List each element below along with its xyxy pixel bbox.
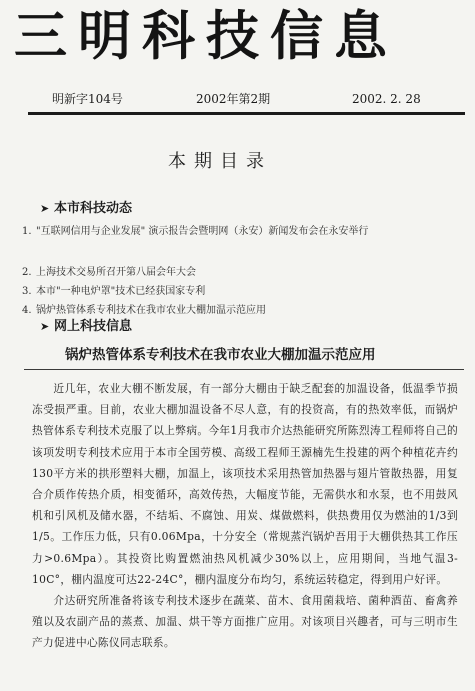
issue-number-label: 明新字104号 xyxy=(52,92,123,106)
arrow-icon: ➤ xyxy=(40,202,50,215)
toc-item-text: 上海技术交易所召开第八届会年大会 xyxy=(36,267,196,278)
toc-item[interactable] xyxy=(22,302,458,319)
toc-item[interactable] xyxy=(22,283,458,300)
toc-item-text: 锅炉热管体系专利技术在我市农业大棚加温示范应用 xyxy=(36,305,266,316)
arrow-icon: ➤ xyxy=(40,320,50,333)
toc-item-number: 2. xyxy=(22,267,32,278)
issue-date: 2002. 2. 28 xyxy=(352,92,421,106)
toc-item-number: 1. xyxy=(22,226,32,237)
toc-item[interactable] xyxy=(22,264,458,281)
header-divider xyxy=(28,112,465,115)
toc-title: 本期目录 xyxy=(168,151,272,172)
section-heading-label: 本市科技动态 xyxy=(54,201,133,216)
masthead-title: 三明科技信息 xyxy=(14,6,398,67)
issue-label: 2002年第2期 xyxy=(196,92,271,106)
toc-item-text: "互联网信用与企业发展" 演示报告会暨明网（永安）新闻发布会在永安举行 xyxy=(36,226,369,237)
toc-item-number: 4. xyxy=(22,305,32,316)
article-paragraph: 近几年，农业大棚不断发展，有一部分大棚由于缺乏配套的加温设备，低温季节损冻受损严重。目前，农业大棚加温设备不尽人意，有的投资高，有的热效率低，而锅炉热管体系专利技术克服了以上弊病。今年1月我市介达热能研究所陈烈涛工程师将自己的该项发明专利技术应用于本市全国劳模、高级工程师王源楠先生投建的两个种植花卉约130平方米的拱形塑料大棚，加温上，该项技术采用热管加热器与翅片管散热器，用复合介质作传热介质，相变循环，高效传热，大幅度节能，无需供水和水泵，也不用鼓风机和引风机及储水器，不结垢、不腐蚀、用炭、煤做燃料，供热费用仅为燃油的1/3到1/5。工作压力低，只有0.06Mpa，十分安全（常规蒸汽锅炉吾用于大棚供热其工作压力>0.6Mpa）。其投资比购置燃油热风机减少30%以上，应用期间，当地气温3-10C°，棚内温度可达22-24C°，棚内温度分布均匀，系统运转稳定，得到用户好评。 xyxy=(32,382,458,586)
article-title: 锅炉热管体系专利技术在我市农业大棚加温示范应用 xyxy=(65,347,376,363)
article-body xyxy=(32,378,458,654)
toc-section-heading xyxy=(40,318,132,336)
toc-item[interactable] xyxy=(22,223,458,240)
section-heading-label: 网上科技信息 xyxy=(54,319,133,334)
toc-section-heading xyxy=(40,200,132,218)
toc-item-text: 本市"一种电炉罩"技术已经获国家专利 xyxy=(36,286,206,297)
article-paragraph: 介达研究所准备将该专利技术逐步在蔬菜、苗木、食用菌栽培、菌种酒苗、畜禽养殖以及农副产品的蒸煮、加温、烘干等方面推广应用。对该项目兴趣者，可与三明市生产力促进中心陈仪同志联系。 xyxy=(32,594,458,650)
article-divider xyxy=(24,369,464,370)
issue-info xyxy=(52,91,452,107)
toc-item-number: 3. xyxy=(22,286,32,297)
